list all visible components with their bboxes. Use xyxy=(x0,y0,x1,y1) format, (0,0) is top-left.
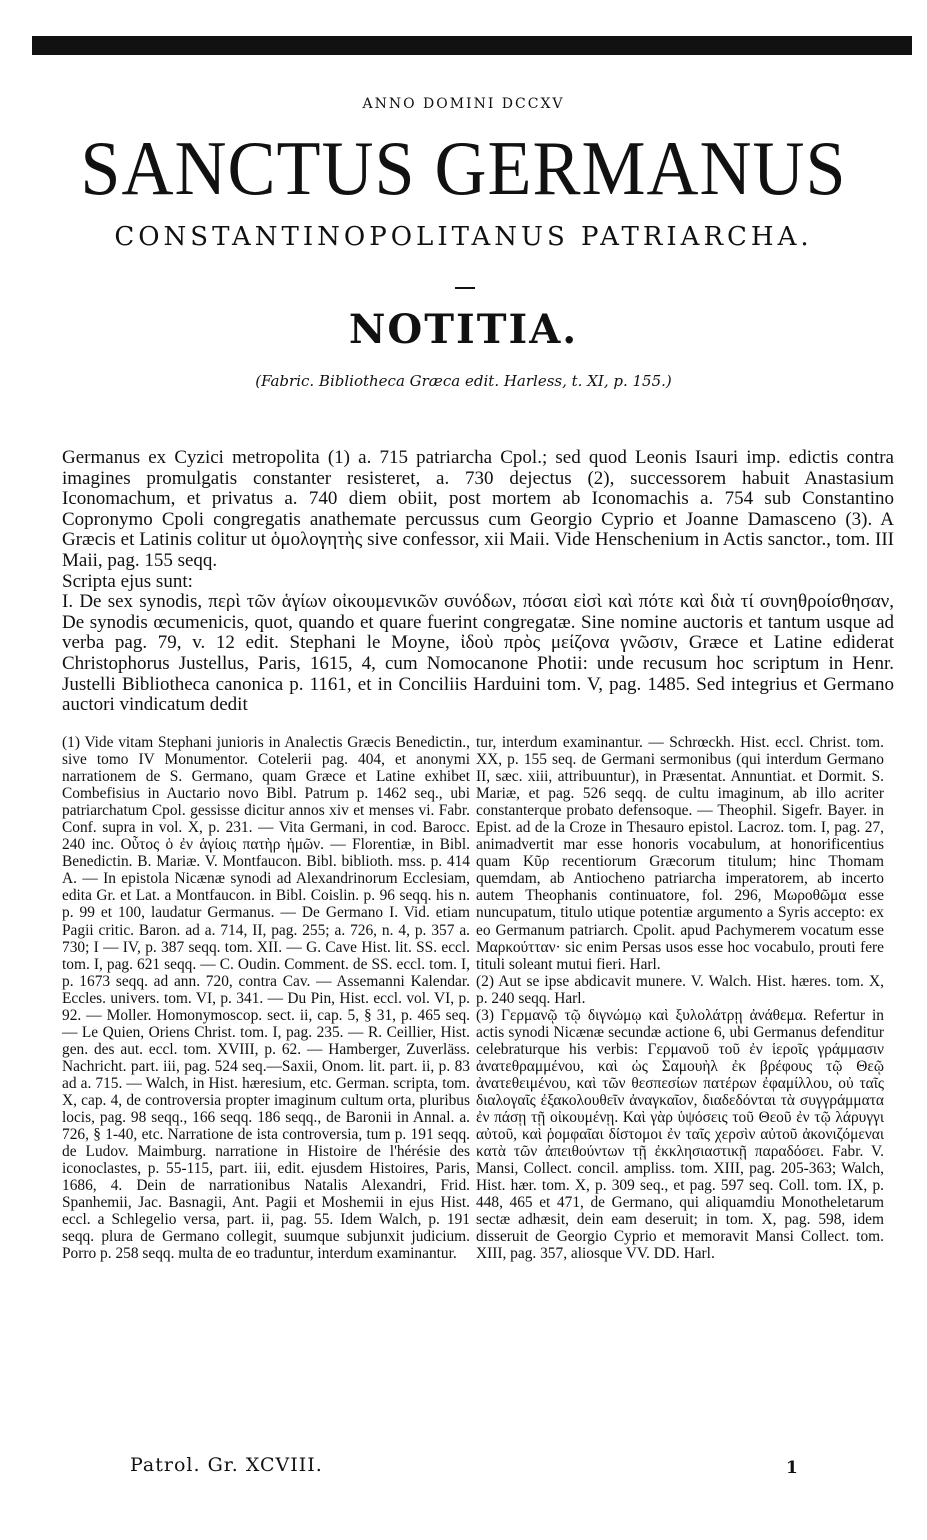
divider-dash xyxy=(455,287,475,289)
footnote-2: (2) Aut se ipse abdicavit munere. V. Walch. Hist. hæres. tom. X, p. 240 seqq. Harl. xyxy=(476,972,884,1007)
intro-text xyxy=(62,448,894,716)
page-number: 1 xyxy=(786,1458,798,1478)
intro-paragraph-3: I. De sex synodis, περὶ τῶν ἁγίων οἰκουμενικῶν συνόδων, πόσαι εἰσὶ καὶ πότε καὶ διὰ τί συνηθροίσθησαν, De synodis œcumenicis, quot, quando et quare fuerint congregatæ. Sine nomine auctoris et tantum usque ad verba pag. 79, v. 12 edit. Stephani le Moyne, ἰδοὺ πρὸς μείζονα γνῶσιν, Græce et Latine ediderat Christophorus Justellus, Paris, 1615, 4, cum Nomocanone Photii: unde recusum hoc scriptum in Henr. Justelli Bibliotheca canonica p. 1161, et in Conciliis Harduini tom. V, pag. 1485. Sed integrius et Germano auctori vindicatum dedit xyxy=(62,591,894,716)
footnote-3: (3) Γερμανῷ τῷ διγνώμῳ καὶ ξυλολάτρῃ ἀνάθεμα. Refertur in actis synodi Nicænæ secundæ actione 6, ubi Germanus defenditur celebraturque his verbis: Γερμανοῦ τοῦ ἐν ἱεροῖς γράμμασιν ἀνατεθραμμένου, καὶ ὡς Σαμουὴλ ἐκ βρέφους τῷ Θεῷ ἀνατεθειμένου, καὶ τῶν θεσπεσίων πατέρων ἐφαμίλλου, οὐ ταῖς διαλογαῖς ἐξακολουθεῖν ἀναγκαῖον, διαδεδόνται τὰ συγγράμματα ἐν πάσῃ τῇ οἰκουμένῃ. Καὶ γὰρ ὑψόσεις τοῦ Θεοῦ ἐν τῷ λάρυγγι αὐτοῦ, καὶ ῥομφαῖαι δίστομοι ἐν ταῖς χερσὶν αὐτοῦ ἀκονιζόμεναι κατὰ τῶν ἀπειθούντων τῇ ἐκκλησιαστικῇ παραδόσει. Fabr. V. Mansi, Collect. concil. ampliss. tom. XIII, pag. 205-363; Walch, Hist. hær. tom. X, p. 309 seq., et pag. 597 seq. Coll. tom. IX, p. 448, 465 et 471, de Germano, qui aliquamdiu Monotheletarum sectæ adhæsit, dein eam deseruit; in tom. X, pag. 598, idem disseruit de Georgio Cyprio et memoravit Mansi Collect. tom. XIII, pag. 357, aliosque VV. DD. Harl. xyxy=(476,1006,884,1263)
footnote-1: (1) Vide vitam Stephani junioris in Analectis Græcis Benedictin., sive tomo IV Monumentor. Cotelerii pag. 404, et anonymi narrationem de S. Germano, quam Græce et Latine exhibet Combefisius in Auctario novo Bibl. Patrum p. 1462 seq., ubi patriarchatum Cpol. gessisse dicitur annos xiv et menses vi. Fabr. Conf. supra in vol. X, p. 231. — Vita Germani, in cod. Barocc. 240 inc. Οὗτος ὁ ἐν ἁγίοις πατὴρ ἡμῶν. — Florentiæ, in Bibl. Benedictin. B. Mariæ. V. Montfaucon. Bibl. biblioth. mss. p. 414 A. — In epistola Nicænæ synodi ad Alexandrinorum Ecclesiam, edita Gr. et Lat. a Montfaucon. in Bibl. Coislin. p. 96 seqq. his n. p. 99 et 100, laudatur Germanus. — De Germano I. Vid. etiam Pagii critic. Baron. ad a. 714, II, pag. 255; a. 726, n. 4, p. 357 a. 730; I — IV, p. 387 seqq. tom. XII. — G. Cave Hist. lit. SS. eccl. tom. I, pag. 621 seqq. — C. Oudin. Comment. de SS. eccl. tom. I, p. 1673 seqq. ad ann. 720, contra Cav. — Assemanni Kalendar. Eccles. univers. tom. VI, p. 341. — Du Pin, Hist. eccl. vol. VI, p. 92. — Moller. Homonymoscop. sect. ii, cap. 5, § 31, p. 465 seq. — Le Quien, Oriens Christ. tom. I, pag. 235. — R. Ceillier, Hist. gen. des aut. eccl. tom. XVIII, p. 62. — Hamberger, Zuverläss. Nachricht. part. iii, pag. 524 seq.—Saxii, Onom. lit. part. ii, p. 83 ad a. 715. — Walch, in Hist. hæresium, etc. German. scripta, tom. X, cap. 4, de controversia propter imaginum cultum orta, pluribus locis, pag. 98 seqq., 166 seqq. 186 seqq., de Baronii in Annal. a. 726, § 1-40, etc. Narratione de ista controversia, tum p. 191 seqq. de Ludov. Maimburg. narratione in Histoire de l'hérésie des iconoclastes, p. 55-115, part. iii, edit. ejusdem Histoires, Paris, 1686, 4. Dein de narrationibus Natalis Alexandri, Frid. Spanhemii, Jac. Basnagii, Ant. Pagii et Moshemii in ejus Hist. eccl. a Schlegelio versa, part. ii, pag. 55. Idem Walch, p. 191 seqq. plura de Germano collegit, suumque subjunxit judicium. Porro p. 258 seqq. multa de eo traduntur, interdum examinantur. xyxy=(62,734,470,1263)
footer-volume: Patrol. Gr. XCVIII. xyxy=(130,1454,323,1476)
top-rule xyxy=(32,36,912,53)
page-title: SANCTUS GERMANUS xyxy=(80,124,847,212)
section-heading: NOTITIA. xyxy=(348,306,579,353)
source-citation: (Fabric. Bibliotheca Græca edit. Harless, t. XI, p. 155.) xyxy=(255,372,672,390)
intro-paragraph-2: Scripta ejus sunt: xyxy=(62,570,193,592)
footnotes-left-column xyxy=(62,734,470,1262)
page-subtitle: CONSTANTINOPOLITANUS PATRIARCHA. xyxy=(114,222,813,252)
top-rule-thin xyxy=(32,53,912,55)
footnotes-right-column xyxy=(476,734,884,1262)
anno-line: ANNO DOMINI DCCXV xyxy=(362,96,565,112)
intro-paragraph-1: Germanus ex Cyzici metropolita (1) a. 715 patriarcha Cpol.; sed quod Leonis Isauri imp. edictis contra imagines promulgatis constanter resisteret, a. 730 dejectus (2), successorem habuit Anastasium Iconomachum, et privatus a. 740 diem obiit, post mortem ab Iconomachis a. 754 sub Constantino Copronymo Cpoli congregatis anathemate percussus cum Georgio Cyprio et Joanne Damasceno (3). A Græcis et Latinis colitur ut ὁμολογητὴς sive confessor, xii Maii. Vide Henschenium in Actis sanctor., tom. III Maii, pag. 155 seqq. xyxy=(62,447,894,571)
footnote-1-continued: tur, interdum examinantur. — Schrœckh. Hist. eccl. Christ. tom. XX, p. 155 seq. de Germani sermonibus (qui interdum Germano II, sæc. xiii, attribuuntur), in Præsentat. Annuntiat. et Dormit. S. Mariæ, et pag. 526 seqq. de cultu imaginum, ab illo acriter constanterque probato defensoque. — Theophil. Sigefr. Bayer. in Epist. ad de la Croze in Thesauro epistol. Lacroz. tom. I, pag. 27, animadvertit mar esse honoris vocabulum, at honorificentius quam Κῦρ recentiorum Græcorum titulum; hinc Thomam quemdam, ab Antiocheno patriarcha imperatorem, ab incerto autem Theophanis continuatore, fol. 296, Μωροθῶμα esse nuncupatum, titulo utique potentiæ argumento a Syris accepto: ex eo Germanum patriarch. Cpolit. apud Pachymerem vocatum esse Μαρκούτταν· sic enim Persas usos esse hoc vocabulo, prouti fere tituli soleant mutui fieri. Harl. xyxy=(476,734,884,973)
